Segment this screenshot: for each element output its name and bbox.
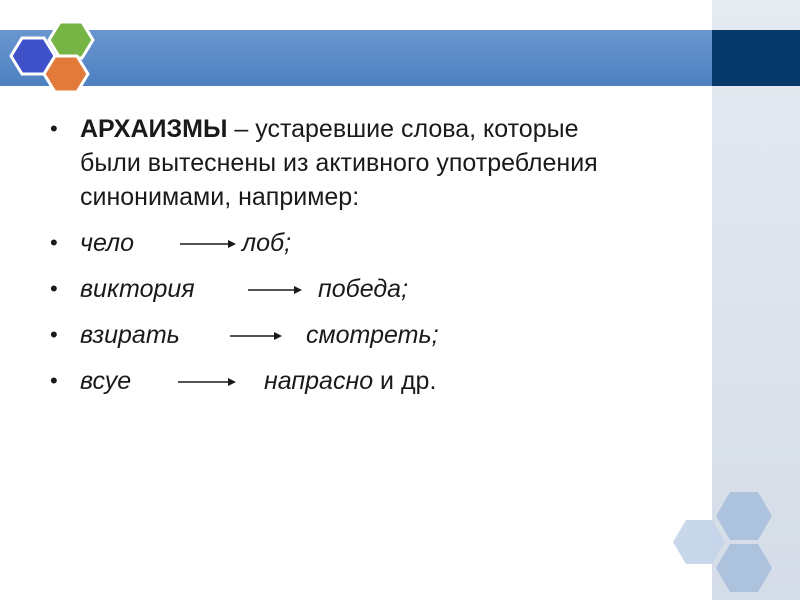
modern-synonym: напрасно	[264, 367, 374, 395]
example-item	[48, 364, 708, 398]
definition-line1: – устаревшие слова, которые	[227, 115, 579, 143]
archaic-word: виктория	[80, 275, 195, 303]
term-archaisms: АРХАИЗМЫ	[80, 115, 228, 143]
modern-synonym: лоб;	[242, 229, 292, 257]
arrow-right-icon	[230, 330, 282, 342]
arrow-right-icon	[178, 376, 236, 388]
arrow-right-icon	[180, 238, 236, 250]
archaic-word: всуе	[80, 367, 132, 395]
definition-line2: были вытеснены из активного употребления	[80, 149, 598, 177]
modern-synonym: смотреть;	[306, 321, 439, 349]
hexagon-logo-icon	[8, 18, 98, 98]
example-item	[48, 226, 708, 260]
archaic-word: чело	[80, 229, 135, 257]
definition-bullet	[48, 112, 708, 214]
modern-synonym: победа;	[318, 275, 409, 303]
example-tail: и др.	[373, 367, 437, 395]
example-item	[48, 272, 708, 306]
archaic-word: взирать	[80, 321, 180, 349]
title-bar-dark-segment	[712, 30, 800, 86]
arrow-right-icon	[248, 284, 302, 296]
decorative-hexagons-icon	[670, 490, 780, 595]
title-bar	[0, 30, 712, 86]
example-item	[48, 318, 708, 352]
definition-line3: синонимами, например:	[80, 183, 360, 211]
slide-content	[48, 112, 708, 410]
